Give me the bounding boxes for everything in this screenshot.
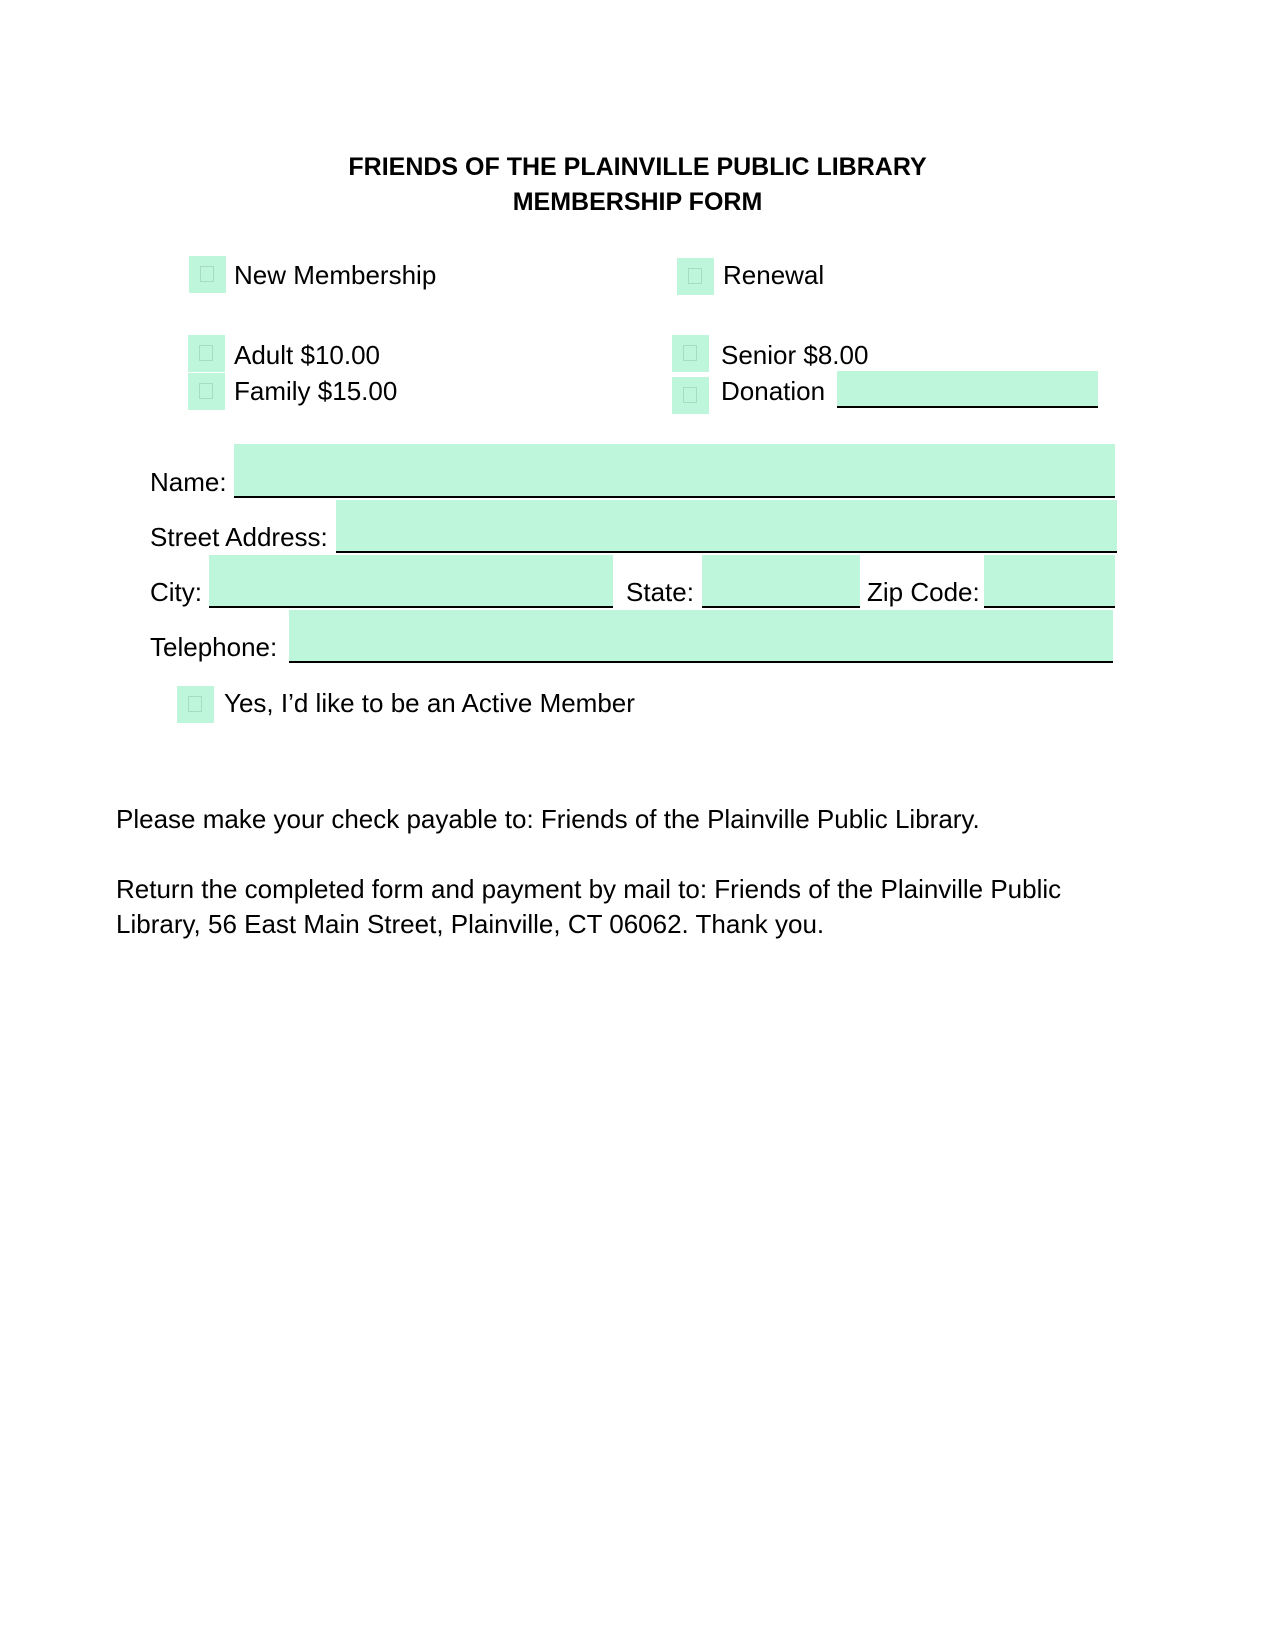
telephone-field[interactable] — [289, 610, 1113, 663]
name-label: Name: — [150, 467, 227, 497]
street-address-label: Street Address: — [150, 522, 328, 552]
telephone-label: Telephone: — [150, 632, 278, 662]
street-address-field[interactable] — [336, 500, 1117, 553]
renewal-checkbox[interactable] — [677, 258, 714, 295]
adult-label: Adult $10.00 — [234, 340, 381, 370]
active-member-checkbox[interactable] — [177, 686, 214, 723]
family-checkbox[interactable] — [188, 373, 225, 410]
senior-checkbox[interactable] — [672, 335, 709, 372]
donation-amount-field[interactable] — [837, 371, 1098, 408]
state-label: State: — [626, 577, 694, 607]
senior-label: Senior $8.00 — [721, 340, 869, 370]
zip-code-field[interactable] — [984, 555, 1115, 608]
return-instructions-line-2: Library, 56 East Main Street, Plainville, CT 06062. Thank you. — [116, 909, 825, 939]
name-field[interactable] — [234, 444, 1115, 498]
active-member-label: Yes, I’d like to be an Active Member — [224, 688, 635, 718]
family-label: Family $15.00 — [234, 376, 398, 406]
donation-label: Donation — [721, 376, 826, 406]
new-membership-checkbox[interactable] — [189, 256, 226, 293]
renewal-label: Renewal — [723, 260, 825, 290]
city-label: City: — [150, 577, 202, 607]
state-field[interactable] — [702, 555, 860, 608]
donation-checkbox[interactable] — [672, 377, 709, 414]
form-title-line-2: MEMBERSHIP FORM — [512, 188, 763, 216]
return-instructions-line-1: Return the completed form and payment by mail to: Friends of the Plainville Public — [116, 874, 1062, 904]
form-title-line-1: FRIENDS OF THE PLAINVILLE PUBLIC LIBRARY — [348, 153, 927, 181]
check-payable-text: Please make your check payable to: Friends of the Plainville Public Library. — [116, 804, 980, 834]
city-field[interactable] — [209, 555, 613, 608]
adult-checkbox[interactable] — [188, 335, 225, 372]
new-membership-label: New Membership — [234, 260, 437, 290]
zip-code-label: Zip Code: — [867, 577, 980, 607]
